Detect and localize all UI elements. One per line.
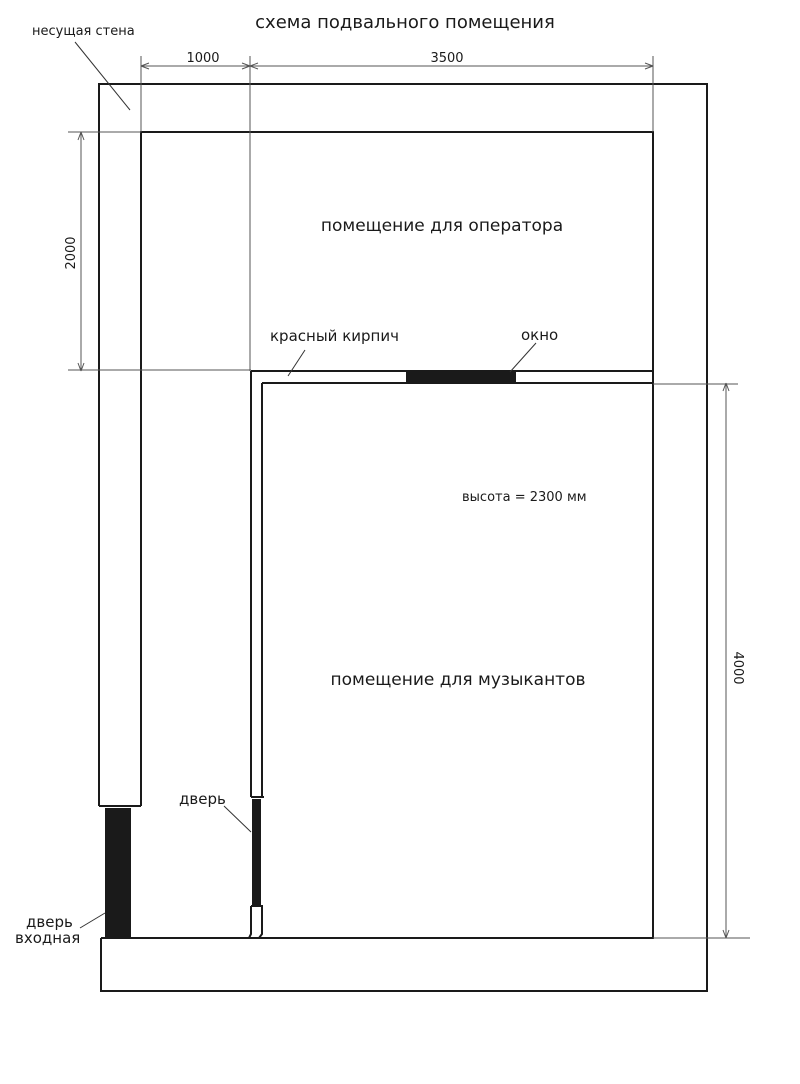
diagram-title: схема подвального помещения: [255, 12, 555, 33]
leader-window: [510, 343, 536, 372]
label-load-bearing-wall: несущая стена: [32, 24, 135, 39]
label-entrance-door-line1: дверь: [26, 913, 73, 931]
inner-door-block: [252, 799, 261, 905]
label-height: высота = 2300 мм: [462, 490, 587, 505]
leader-inner-door: [224, 806, 251, 832]
leader-load-bearing-wall: [75, 42, 130, 110]
inner-wall-outline: [101, 132, 653, 938]
leader-red-brick: [288, 350, 305, 376]
label-red-brick: красный кирпич: [270, 327, 399, 345]
label-window: окно: [521, 326, 559, 344]
label-entrance-door-line2: входная: [15, 929, 81, 947]
dimension-top-left-label: 1000: [186, 51, 220, 66]
dimension-top-right-label: 3500: [430, 51, 464, 66]
partition-bottom-stub: [249, 906, 262, 938]
dimension-left-label: 2000: [64, 236, 79, 270]
entrance-door-block: [105, 808, 131, 938]
label-inner-door: дверь: [179, 790, 226, 808]
label-operator-room: помещение для оператора: [320, 216, 564, 236]
window-block: [406, 371, 516, 383]
label-musicians-room: помещение для музыкантов: [330, 670, 586, 690]
dimension-right-label: 4000: [730, 651, 745, 685]
leader-entrance-door: [80, 913, 105, 928]
